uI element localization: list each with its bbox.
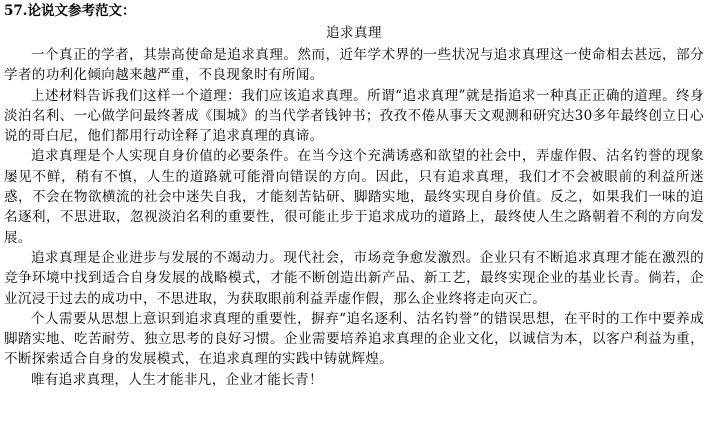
essay-paragraph-2: 上述材料告诉我们这样一个道理：我们应该追求真理。所谓“追求真理”就是指追求一种真正正确的道理。终身淡泊名利、一心做学问最终著成《围城》的当代学者钱钟书；孜孜不倦从事天文观测和研究达30多年最终创立日心说的哥白尼，他们都用行动诠释了追求真理的真谛。 [4,87,704,145]
essay-paragraph-6: 唯有追求真理，人生才能非凡，企业才能长青！ [31,371,323,388]
question-heading: 57.论说文参考范文： [4,3,136,19]
essay-paragraph-4: 追求真理是企业进步与发展的不竭动力。现代社会，市场竞争愈发激烈。企业只有不断追求真理才能在激烈的竞争环境中找到适合自身发展的战略模式，才能不断创造出新产品、新工艺，最终实现企业的基业长青。倘若，企业沉浸于过去的成功中，不思进取，为获取眼前利益弄虚作假，那么企业终将走向灭亡。 [4,249,704,307]
essay-paragraph-5: 个人需要从思想上意识到追求真理的重要性，摒弃“追名逐利、沽名钓誉”的错误思想，在平时的工作中要养成脚踏实地、吃苦耐劳、独立思考的良好习惯。企业需要培养追求真理的企业文化，以诚信为本，以客户利益为重，不断探索适合自身的发展模式，在追求真理的实践中铸就辉煌。 [4,310,704,368]
essay-paragraph-1: 一个真正的学者，其崇高使命是追求真理。然而，近年学术界的一些状况与追求真理这一使命相去甚远，部分学者的功利化倾向越来越严重，不良现象时有所闻。 [4,47,704,84]
essay-paragraph-3: 追求真理是个人实现自身价值的必要条件。在当今这个充满诱惑和欲望的社会中，弄虚作假、沽名钓誉的现象屡见不鲜，稍有不慎，人生的道路就可能滑向错误的方向。因此，只有追求真理，我们才不会被眼前的利益所迷惑，不会在物欲横流的社会中迷失自我，才能刻苦钻研、脚踏实地，最终实现自身价值。反之，如果我们一味的追名逐利，不思进取，忽视淡泊名利的重要性，很可能止步于追求成功的道路上，最终使人生之路朝着不利的方向发展。 [4,148,704,246]
essay-body [4,45,704,390]
essay-title: 追求真理 [326,25,382,41]
